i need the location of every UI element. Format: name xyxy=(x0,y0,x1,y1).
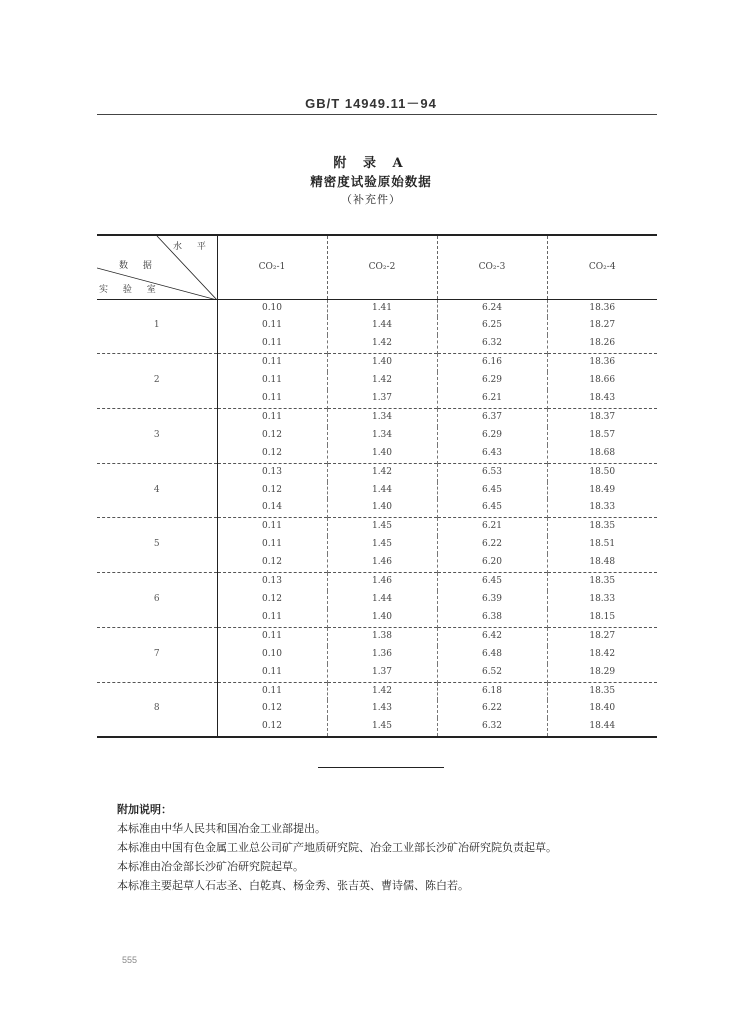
value-cell: 6.45 xyxy=(437,499,547,517)
value-cell: 18.36 xyxy=(547,354,657,372)
value-cell: 0.13 xyxy=(261,466,283,477)
value-cell: 1.40 xyxy=(327,609,437,627)
value-cell: 18.51 xyxy=(547,536,657,554)
value-cell: 18.35 xyxy=(547,518,657,536)
value-cell: 6.16 xyxy=(437,354,547,372)
value-cell: 18.49 xyxy=(547,482,657,500)
value-cell: 0.12 xyxy=(261,447,283,458)
value-cell: 0.11 xyxy=(261,685,283,696)
value-cell: 6.45 xyxy=(437,573,547,591)
value-cell: 18.33 xyxy=(547,591,657,609)
value-cell: 18.33 xyxy=(547,499,657,517)
value-cell: 1.44 xyxy=(327,482,437,500)
value-cell: 0.11 xyxy=(261,411,283,422)
table-row xyxy=(97,408,657,426)
value-cell: 0.11 xyxy=(261,357,283,368)
value-cell: 6.53 xyxy=(437,463,547,481)
value-cell: 6.29 xyxy=(437,427,547,445)
value-cell: 1.42 xyxy=(327,372,437,390)
lab-group xyxy=(97,463,657,518)
value-cell: 18.68 xyxy=(547,445,657,463)
value-cell: 0.11 xyxy=(261,320,283,331)
value-cell: 18.27 xyxy=(547,627,657,645)
table-row xyxy=(97,627,657,645)
lab-group xyxy=(97,299,657,354)
additional-notes xyxy=(117,800,677,895)
value-cell: 6.42 xyxy=(437,627,547,645)
value-cell: 18.27 xyxy=(547,317,657,335)
value-cell: 1.45 xyxy=(327,518,437,536)
value-cell: 1.40 xyxy=(327,445,437,463)
value-cell: 1.42 xyxy=(327,463,437,481)
value-cell: 6.37 xyxy=(437,408,547,426)
value-cell: 18.35 xyxy=(547,682,657,700)
value-cell: 1.41 xyxy=(327,299,437,317)
value-cell: 6.22 xyxy=(437,700,547,718)
value-cell: 1.43 xyxy=(327,700,437,718)
value-cell: 18.42 xyxy=(547,646,657,664)
value-cell: 1.46 xyxy=(327,573,437,591)
notes-title: 附加说明： xyxy=(117,803,172,816)
value-cell: 1.37 xyxy=(327,664,437,682)
value-cell: 6.32 xyxy=(437,335,547,353)
lab-number-cell: 5 xyxy=(97,518,217,573)
lab-number-cell: 7 xyxy=(97,627,217,682)
notes-line: 本标准由中华人民共和国冶金工业部提出。 xyxy=(117,822,326,835)
value-cell: 0.12 xyxy=(261,703,283,714)
value-cell: 18.40 xyxy=(547,700,657,718)
value-cell: 1.36 xyxy=(327,646,437,664)
value-cell: 0.10 xyxy=(261,302,283,313)
value-cell: 1.34 xyxy=(327,408,437,426)
value-cell: 0.12 xyxy=(261,429,283,440)
value-cell: 0.11 xyxy=(261,666,283,677)
value-cell: 18.57 xyxy=(547,427,657,445)
value-cell: 18.44 xyxy=(547,718,657,737)
value-cell: 0.10 xyxy=(261,648,283,659)
value-cell: 0.12 xyxy=(261,594,283,604)
value-cell: 1.34 xyxy=(327,427,437,445)
value-cell: 0.13 xyxy=(261,576,283,587)
appendix-title: 附 录 A xyxy=(333,156,409,171)
lab-number-cell: 1 xyxy=(97,299,217,354)
value-cell: 6.18 xyxy=(437,682,547,700)
notes-line: 本标准由中国有色金属工业总公司矿产地质研究院、冶金工业部长沙矿冶研究院负责起草。 xyxy=(117,841,557,854)
value-cell: 1.42 xyxy=(327,682,437,700)
corner-level-label: 水 平 xyxy=(173,242,212,252)
lab-group xyxy=(97,408,657,463)
lab-number-cell: 6 xyxy=(97,573,217,628)
value-cell: 1.42 xyxy=(327,335,437,353)
header-rule xyxy=(97,114,657,115)
value-cell: 1.44 xyxy=(327,591,437,609)
value-cell: 0.11 xyxy=(261,375,283,386)
value-cell: 18.29 xyxy=(547,664,657,682)
column-header: CO₂-3 xyxy=(437,235,547,299)
value-cell: 6.21 xyxy=(437,390,547,408)
notes-line: 本标准由冶金部长沙矿冶研究院起草。 xyxy=(117,860,304,873)
table-row xyxy=(97,518,657,536)
value-cell: 6.45 xyxy=(437,482,547,500)
lab-number-cell: 4 xyxy=(97,463,217,518)
value-cell: 0.12 xyxy=(261,484,283,495)
value-cell: 18.15 xyxy=(547,609,657,627)
value-cell: 0.12 xyxy=(261,721,283,732)
lab-group xyxy=(97,518,657,573)
value-cell: 1.45 xyxy=(327,718,437,737)
value-cell: 0.11 xyxy=(261,393,283,404)
value-cell: 6.22 xyxy=(437,536,547,554)
lab-group xyxy=(97,573,657,628)
table-row xyxy=(97,682,657,700)
value-cell: 6.43 xyxy=(437,445,547,463)
value-cell: 6.29 xyxy=(437,372,547,390)
lab-number-cell: 3 xyxy=(97,408,217,463)
value-cell: 18.43 xyxy=(547,390,657,408)
value-cell: 18.36 xyxy=(547,299,657,317)
lab-group xyxy=(97,354,657,409)
value-cell: 6.32 xyxy=(437,718,547,737)
appendix-note: （补充件） xyxy=(341,193,401,206)
table-row xyxy=(97,354,657,372)
corner-data-label: 数 据 xyxy=(119,261,158,271)
value-cell: 6.52 xyxy=(437,664,547,682)
column-header: CO₂-4 xyxy=(547,235,657,299)
column-header: CO₂-1 xyxy=(217,235,327,299)
table-row xyxy=(97,299,657,317)
value-cell: 18.26 xyxy=(547,335,657,353)
appendix-subtitle: 精密度试验原始数据 xyxy=(310,174,432,189)
value-cell: 1.46 xyxy=(327,554,437,572)
value-cell: 6.39 xyxy=(437,591,547,609)
corner-header-cell xyxy=(97,235,217,299)
lab-group xyxy=(97,627,657,682)
value-cell: 1.44 xyxy=(327,317,437,335)
value-cell: 0.11 xyxy=(261,338,283,349)
value-cell: 1.40 xyxy=(327,499,437,517)
value-cell: 6.20 xyxy=(437,554,547,572)
value-cell: 0.12 xyxy=(261,557,283,568)
value-cell: 0.14 xyxy=(261,502,283,513)
value-cell: 1.38 xyxy=(327,627,437,645)
value-cell: 18.37 xyxy=(547,408,657,426)
value-cell: 1.37 xyxy=(327,390,437,408)
column-header: CO₂-2 xyxy=(327,235,437,299)
value-cell: 6.48 xyxy=(437,646,547,664)
value-cell: 6.25 xyxy=(437,317,547,335)
value-cell: 0.11 xyxy=(261,630,283,641)
value-cell: 0.11 xyxy=(261,521,283,532)
value-cell: 18.35 xyxy=(547,573,657,591)
lab-number-cell: 8 xyxy=(97,682,217,737)
value-cell: 6.38 xyxy=(437,609,547,627)
corner-lab-label: 实 验 室 xyxy=(99,285,162,295)
standard-number-header: GB/T 14949.11－94 xyxy=(305,96,437,111)
table-row xyxy=(97,463,657,481)
table-row xyxy=(97,573,657,591)
precision-data-table xyxy=(97,234,657,738)
value-cell: 0.11 xyxy=(261,611,283,622)
value-cell: 6.21 xyxy=(437,518,547,536)
value-cell: 1.45 xyxy=(327,536,437,554)
lab-number-cell: 2 xyxy=(97,354,217,409)
end-of-table-rule xyxy=(318,767,444,768)
value-cell: 0.11 xyxy=(261,539,283,550)
value-cell: 18.50 xyxy=(547,463,657,481)
lab-group xyxy=(97,682,657,737)
table-header-row xyxy=(97,235,657,299)
value-cell: 6.24 xyxy=(437,299,547,317)
notes-line: 本标准主要起草人石志圣、白乾真、杨金秀、张吉英、曹诗儒、陈白若。 xyxy=(117,879,469,892)
value-cell: 18.66 xyxy=(547,372,657,390)
value-cell: 18.48 xyxy=(547,554,657,572)
page-number: 555 xyxy=(122,955,138,965)
value-cell: 1.40 xyxy=(327,354,437,372)
